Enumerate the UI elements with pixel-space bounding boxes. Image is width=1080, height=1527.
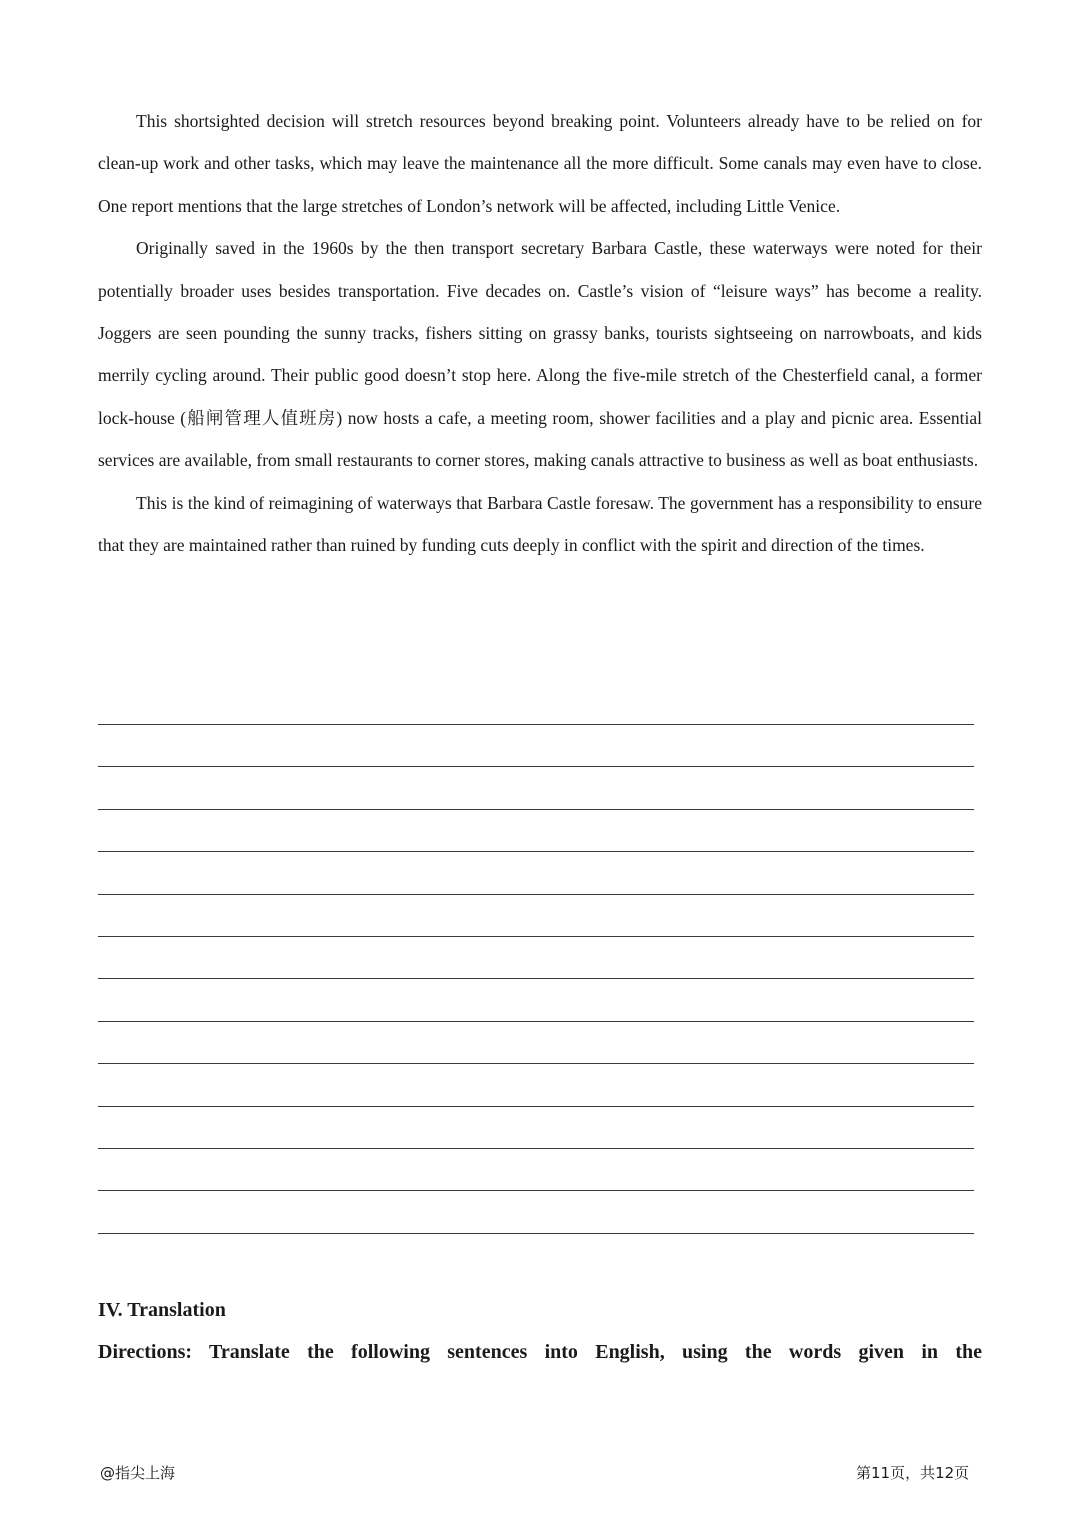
passage-paragraph-3: This is the kind of reimagining of waterways that Barbara Castle foresaw. The government has a responsibility to ensure that they are maintained rather than ruined by funding cuts deeply in conflict with the spirit and direction of the times. xyxy=(98,492,982,556)
footer-page-info: 第11页，共12页 xyxy=(856,1464,970,1482)
answer-line[interactable] xyxy=(98,766,974,808)
answer-line[interactable] xyxy=(98,1021,974,1063)
section-directions: Directions: Translate the following sentences into English, using the words given in the xyxy=(98,1341,982,1363)
answer-line[interactable] xyxy=(98,1190,974,1232)
answer-line[interactable] xyxy=(98,1233,974,1275)
footer-source: @指尖上海 xyxy=(100,1464,176,1482)
section-title: IV. Translation xyxy=(98,1299,226,1321)
passage-paragraph-2: Originally saved in the 1960s by the then transport secretary Barbara Castle, these waterways were noted for their potentially broader uses besides transportation. Five decades on. Castle’s vision of “leisure ways” has become a reality. Joggers are seen pounding the sunny tracks, fishers sitting on grassy banks, tourists sightseeing on narrowboats, and kids merrily cycling around. Their public good doesn’t stop here. Along the five-mile stretch of the Chesterfield canal, a former lock-house (船闸管理人值班房) now hosts a cafe, a meeting room, shower facilities and a play and picnic area. Essential services are available, from small restaurants to corner stores, making canals attractive to business as well as boat enthusiasts. xyxy=(98,238,982,471)
answer-line[interactable] xyxy=(98,1063,974,1105)
passage xyxy=(98,100,982,566)
answer-line[interactable] xyxy=(98,936,974,978)
answer-line[interactable] xyxy=(98,851,974,893)
answer-line[interactable] xyxy=(98,894,974,936)
answer-lines xyxy=(98,724,974,1275)
answer-line[interactable] xyxy=(98,1148,974,1190)
answer-line[interactable] xyxy=(98,724,974,766)
answer-line[interactable] xyxy=(98,978,974,1020)
answer-line[interactable] xyxy=(98,809,974,851)
answer-line[interactable] xyxy=(98,1106,974,1148)
passage-paragraph-1: This shortsighted decision will stretch resources beyond breaking point. Volunteers already have to be relied on for clean-up work and other tasks, which may leave the maintenance all the more difficult. Some canals may even have to close. One report mentions that the large stretches of London’s network will be affected, including Little Venice. xyxy=(98,111,982,216)
